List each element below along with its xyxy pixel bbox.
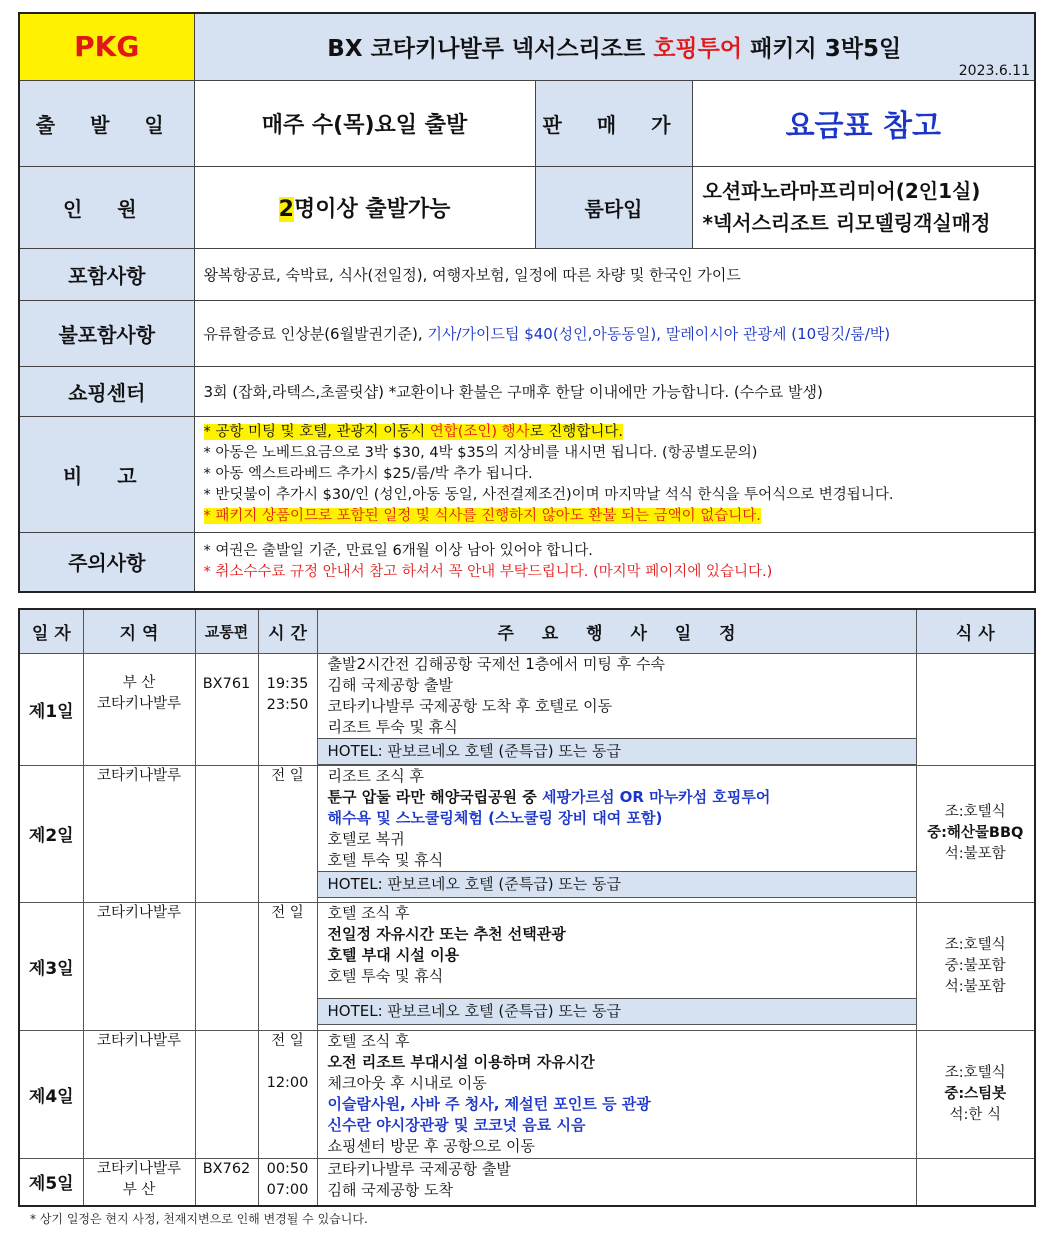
day5-time2: 07:00 — [266, 1181, 309, 1198]
day2-s3: 해수욕 및 스노쿨링체험 (스노쿨링 장비 대여 포함) — [327, 808, 663, 827]
title-suffix: 패키지 3박5일 — [742, 36, 902, 63]
departure-value: 매주 수(목)요일 출발 — [194, 80, 535, 166]
room-type: 오션파노라마프리미어(2인1실) — [702, 179, 981, 203]
day1-region2: 코타키나발루 — [96, 695, 182, 712]
day4-schedule — [317, 1030, 916, 1158]
day5-time1: 00:50 — [266, 1160, 309, 1177]
day4-s6: 쇼핑센터 방문 후 공항으로 이동 — [327, 1136, 535, 1155]
day4-time1: 전 일 — [271, 1032, 304, 1049]
day2-meal1: 조:호텔식 — [944, 804, 1006, 820]
day2-s4: 호텔로 복귀 — [327, 829, 405, 848]
included-label: 포함사항 — [19, 248, 194, 300]
day5-s2: 김해 국제공항 도착 — [327, 1180, 453, 1199]
footnote: * 상기 일정은 현지 사정, 천재지변으로 인해 변경될 수 있습니다. — [30, 1212, 368, 1226]
day4-meal2: 중:스팀봇 — [944, 1085, 1007, 1102]
package-title — [194, 13, 1035, 80]
room-note: *넥서스리조트 리모델링객실매정 — [702, 211, 991, 235]
day2-hotel: HOTEL: 판보르네오 호텔 (준특급) 또는 동급 — [318, 871, 917, 898]
included-value: 왕복항공료, 숙박료, 식사(전일정), 여행자보험, 일정에 따른 차량 및 한국인 가이드 — [194, 248, 1035, 300]
day2-meal — [916, 765, 1035, 902]
table-row — [19, 902, 1035, 1030]
caution-1: * 여권은 출발일 기준, 만료일 6개월 이상 남아 있어야 합니다. — [203, 542, 593, 559]
remark-1b: 연합(조인) 행사 — [429, 423, 530, 440]
day5-region — [83, 1158, 195, 1206]
room-value-cell — [692, 166, 1035, 248]
header-day: 일 자 — [19, 609, 83, 653]
header-transport: 교통편 — [195, 609, 258, 653]
day4-meal3: 석:한 식 — [949, 1106, 1001, 1123]
remark-5 — [204, 506, 1029, 527]
remark-2: * 아동은 노베드요금으로 3박 $30, 4박 $35의 지상비를 내시면 됩니다. (항공별도문의) — [203, 444, 758, 461]
day3-s3: 호텔 부대 시설 이용 — [327, 945, 460, 964]
day5-s1: 코타키나발루 국제공항 출발 — [327, 1159, 511, 1178]
people-value: 명이상 출발가능 — [293, 196, 451, 222]
day5-schedule — [317, 1158, 916, 1206]
day2-label: 제2일 — [19, 765, 83, 902]
price-value: 요금표 참고 — [692, 80, 1035, 166]
day1-time1: 19:35 — [266, 675, 309, 692]
day2-s5: 호텔 투숙 및 휴식 — [327, 850, 444, 869]
day3-time: 전 일 — [258, 902, 317, 1030]
day4-s1: 호텔 조식 후 — [327, 1031, 410, 1050]
day4-time — [258, 1030, 317, 1158]
day1-s2: 김해 국제공항 출발 — [327, 675, 453, 694]
day2-meal2: 중:해산물BBQ — [927, 825, 1024, 841]
day2-s1: 리조트 조식 후 — [327, 766, 424, 785]
caution-label: 주의사항 — [19, 532, 194, 592]
caution-2: * 취소수수료 규정 안내서 참고 하셔서 꼭 안내 부탁드립니다. (마지막 페이지에 있습니다.) — [203, 563, 773, 580]
excluded-label: 불포함사항 — [19, 300, 194, 366]
remark-5-text: * 패키지 상품이므로 포함된 일정 및 식사를 진행하지 않아도 환불 되는 금액이 없습니다. — [203, 507, 761, 524]
day3-meal1: 조:호텔식 — [944, 936, 1006, 953]
day2-time: 전 일 — [258, 765, 317, 902]
day4-s4: 이슬람사원, 사바 주 청사, 제설턴 포인트 등 관광 — [327, 1094, 651, 1113]
day4-region: 코타키나발루 — [83, 1030, 195, 1158]
day4-s2: 오전 리조트 부대시설 이용하며 자유시간 — [327, 1052, 595, 1071]
day2-schedule — [317, 765, 916, 902]
day4-meal — [916, 1030, 1035, 1158]
remarks-label: 비 고 — [19, 416, 194, 532]
table-row — [19, 1158, 1035, 1206]
day1-time — [258, 653, 317, 765]
remarks-list — [194, 416, 1035, 532]
day3-label: 제3일 — [19, 902, 83, 1030]
table-row — [19, 1030, 1035, 1158]
day3-region: 코타키나발루 — [83, 902, 195, 1030]
header-region: 지 역 — [83, 609, 195, 653]
day5-time — [258, 1158, 317, 1206]
day1-s1: 출발2시간전 김해공항 국제선 1층에서 미팅 후 수속 — [327, 654, 665, 673]
day2-s2 — [318, 787, 916, 808]
day1-hotel: HOTEL: 판보르네오 호텔 (준특급) 또는 동급 — [318, 738, 917, 765]
excluded-value — [194, 300, 1035, 366]
remark-1a: * 공항 미팅 및 호텔, 관광지 이동시 — [203, 423, 430, 440]
day3-meal2: 중:불포함 — [944, 957, 1006, 974]
table-row — [19, 765, 1035, 902]
remark-1c: 로 진행합니다. — [529, 423, 623, 440]
pkg-label: PKG — [19, 13, 194, 80]
day4-s5: 신수란 야시장관광 및 코코넛 음료 시음 — [327, 1115, 586, 1134]
caution-list — [194, 532, 1035, 592]
day1-time2: 23:50 — [266, 696, 309, 713]
title-prefix: BX 코타키나발루 넥서스리조트 — [327, 36, 654, 63]
room-label: 룸타입 — [535, 166, 692, 248]
document-date: 2023.6.11 — [958, 62, 1031, 79]
remark-1 — [204, 422, 1029, 443]
day3-meal3: 석:불포함 — [944, 978, 1006, 995]
remark-4: * 반딧불이 추가시 $30/인 (성인,아동 동일, 사전결제조건)이며 마지막날 석식 한식을 투어식으로 변경됩니다. — [203, 486, 894, 503]
day4-label: 제4일 — [19, 1030, 83, 1158]
day5-region2: 부 산 — [122, 1181, 156, 1198]
header-schedule: 주 요 행 사 일 정 — [317, 609, 916, 653]
day3-s4: 호텔 투숙 및 휴식 — [327, 966, 444, 985]
people-number: 2 — [278, 196, 294, 222]
departure-label: 출 발 일 — [19, 80, 194, 166]
day4-s3: 체크아웃 후 시내로 이동 — [327, 1073, 487, 1092]
day3-schedule — [317, 902, 916, 1030]
day5-flight: BX762 — [195, 1158, 258, 1206]
day1-s3: 코타키나발루 국제공항 도착 후 호텔로 이동 — [327, 696, 613, 715]
day1-label: 제1일 — [19, 653, 83, 765]
day3-meal — [916, 902, 1035, 1030]
excluded-part1: 유류할증료 인상분(6월발권기준), — [203, 324, 428, 343]
day1-flight: BX761 — [195, 653, 258, 765]
day3-hotel: HOTEL: 판보르네오 호텔 (준특급) 또는 동급 — [318, 998, 917, 1025]
day1-s4: 리조트 투숙 및 휴식 — [327, 717, 458, 736]
day3-flight — [195, 902, 258, 1030]
excluded-part2: 기사/가이드팁 $40(성인,아동동일), 말레이시아 관광세 (10링깃/룸/박) — [427, 324, 891, 343]
day5-region1: 코타키나발루 — [96, 1160, 182, 1177]
day2-s2b: 세팡가르섬 OR 마누카섬 호핑투어 — [541, 787, 771, 806]
day2-region: 코타키나발루 — [83, 765, 195, 902]
people-label: 인 원 — [19, 166, 194, 248]
day4-flight — [195, 1030, 258, 1158]
package-info-table — [18, 12, 1036, 593]
day4-meal1: 조:호텔식 — [944, 1064, 1006, 1081]
remark-3: * 아동 엑스트라베드 추가시 $25/룸/박 추가 됩니다. — [203, 465, 533, 482]
day3-s2: 전일정 자유시간 또는 추천 선택관광 — [327, 924, 566, 943]
day4-time2: 12:00 — [266, 1074, 309, 1091]
shopping-value: 3회 (잡화,라텍스,초콜릿샵) *교환이나 환불은 구매후 한달 이내에만 가능합니다. (수수료 발생) — [194, 366, 1035, 416]
itinerary-table — [18, 608, 1036, 1207]
day2-flight — [195, 765, 258, 902]
day2-meal3: 석:불포함 — [944, 846, 1006, 862]
day1-schedule — [317, 653, 916, 765]
table-row — [19, 653, 1035, 765]
day5-meal — [916, 1158, 1035, 1206]
day5-label: 제5일 — [19, 1158, 83, 1206]
header-meal: 식 사 — [916, 609, 1035, 653]
shopping-label: 쇼핑센터 — [19, 366, 194, 416]
day3-s1: 호텔 조식 후 — [327, 903, 410, 922]
day1-region1: 부 산 — [122, 674, 156, 691]
day2-s2a: 툰구 압둘 라만 해양국립공원 중 — [327, 787, 542, 806]
title-highlight: 호핑투어 — [653, 36, 743, 63]
day1-meal — [916, 653, 1035, 765]
header-time: 시 간 — [258, 609, 317, 653]
price-label: 판 매 가 — [535, 80, 692, 166]
day1-region — [83, 653, 195, 765]
people-value-cell — [194, 166, 535, 248]
